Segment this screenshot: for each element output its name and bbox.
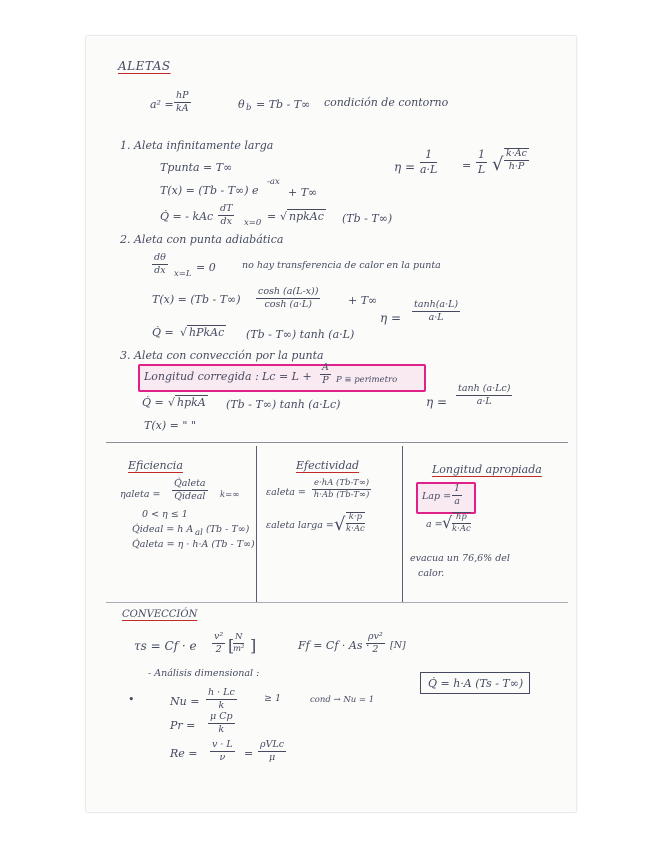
s2-temperature-profile: T(x) = (Tb - T∞) bbox=[152, 293, 241, 306]
lap-note-1: evacua un 76,6% del bbox=[410, 553, 510, 564]
reynolds-lhs: Re = bbox=[170, 747, 198, 760]
lap-note-2: calor. bbox=[418, 568, 445, 579]
s2-heat-rate: Q̇ = bbox=[152, 326, 174, 339]
page-title: ALETAS bbox=[118, 59, 171, 73]
eps-fraction: $\frac{e\cdot hA (Tb-T\infty)}{h\cdot Ab (Tb-T\infty)}$ bbox=[313, 478, 370, 500]
eps-long-lhs: εaleta larga = bbox=[266, 520, 334, 531]
s3-perimeter-note: P ≡ perimetro bbox=[336, 375, 398, 385]
a-sqrt-symbol: √ bbox=[442, 513, 453, 532]
tau-fraction: $\frac{\text{v²}}{2}$ bbox=[214, 631, 224, 655]
s1-eq: = bbox=[267, 210, 277, 223]
section-3-heading: 3. Aleta con convección por la punta bbox=[120, 349, 324, 362]
table-divider-1 bbox=[256, 446, 257, 602]
nusselt-lhs: Nu = bbox=[170, 695, 200, 708]
a2-label: a² = bbox=[150, 98, 174, 111]
s3-efficiency: η = bbox=[426, 395, 448, 409]
col-eficiencia-heading: Eficiencia bbox=[128, 459, 183, 472]
s1-tx-end: + T∞ bbox=[288, 186, 318, 199]
s3-sqrt: √ hpkA bbox=[168, 396, 206, 409]
reynolds-fraction-2: ρVLc μ bbox=[260, 739, 285, 763]
theta-symbol: θ bbox=[238, 98, 245, 111]
section-1-heading: 1. Aleta infinitamente larga bbox=[120, 139, 274, 152]
tau-unit: $\frac{N}{\text{m²}}$ bbox=[233, 632, 245, 654]
a-lhs: a = bbox=[426, 519, 443, 530]
s1-sqrt: √ npkAc bbox=[280, 210, 324, 223]
lap-fraction: $\frac{1}{a}$ bbox=[454, 483, 461, 507]
s1-heat-rate: Q̇ = - kAc bbox=[160, 210, 214, 223]
s2-bc-eq: = 0 bbox=[196, 261, 216, 274]
bullet: • bbox=[128, 693, 135, 706]
q-aleta: Q̇aleta = η · h·A (Tb - T∞) bbox=[132, 539, 255, 550]
ff-unit: [N] bbox=[390, 640, 406, 651]
col-longitud-heading: Longitud apropiada bbox=[432, 463, 542, 476]
ff-fraction: $\frac{\text{ρv²}}{2}$ bbox=[368, 631, 383, 655]
nusselt-fraction: $\frac{h \cdot Lc}{k}$ bbox=[208, 687, 235, 711]
nusselt-condition-2: cond → Nu = 1 bbox=[310, 695, 375, 705]
q-ideal-end: (Tb - T∞) bbox=[206, 524, 250, 535]
s3-q-end: (Tb - T∞) tanh (a·Lc) bbox=[226, 398, 341, 411]
s1-eval-point: x=0 bbox=[244, 218, 262, 228]
col-efectividad-heading: Efectividad bbox=[296, 459, 360, 472]
dimensional-analysis: - Análisis dimensional : bbox=[148, 668, 260, 679]
s3-lc-fraction: $\frac{A}{P}$ bbox=[322, 362, 329, 386]
heat-transfer-equation: Q̇ = h·A (Ts - T∞) bbox=[428, 677, 524, 690]
s3-lc-label: Longitud corregida : bbox=[144, 370, 259, 383]
a2-fraction: $\frac{hP}{kA}$ bbox=[175, 90, 189, 114]
eps-lhs: εaleta = bbox=[266, 487, 306, 498]
prandtl-fraction: $\frac{\text{μ Cp}}{k}$ bbox=[210, 711, 233, 735]
conveccion-heading: CONVECCIÓN bbox=[122, 609, 198, 620]
s1-q-end: (Tb - T∞) bbox=[342, 212, 393, 225]
a-sqrt-fraction: $\frac{hp}{k\cdot Ac}$ bbox=[452, 512, 471, 534]
reynolds-eq: = bbox=[244, 747, 254, 760]
theta-subscript: b bbox=[246, 103, 252, 113]
s1-eta-fraction: $\frac{1}{a\cdot L}$ bbox=[420, 148, 438, 176]
s1-sqrt-fraction: $\frac{k\cdot Ac}{h\cdot P}$ bbox=[506, 148, 527, 172]
table-top-divider bbox=[106, 442, 568, 443]
s2-cosh-fraction: $\frac{\cosh (a(L-x))}{\cosh (a\cdot L)}$ bbox=[258, 286, 319, 310]
s2-q-end: (Tb - T∞) tanh (a·L) bbox=[246, 328, 355, 341]
s3-heat-rate: Q̇ = bbox=[142, 396, 164, 409]
eff-range: 0 < η ≤ 1 bbox=[142, 509, 188, 520]
shear-stress: τs = Cf · e bbox=[134, 639, 197, 653]
s1-derivative: $\frac{dT}{dx}$ bbox=[220, 203, 233, 227]
s3-temperature: T(x) = " " bbox=[144, 419, 196, 432]
s1-temperature-profile: T(x) = (Tb - T∞) e bbox=[160, 184, 259, 197]
s1-eta2-fraction: $\frac{1}{L}$ bbox=[477, 148, 486, 176]
s2-sqrt: √ hPkAc bbox=[180, 326, 225, 339]
boundary-condition-label: condición de contorno bbox=[324, 96, 449, 109]
s1-sqrt-symbol: √ bbox=[492, 154, 504, 175]
prandtl-lhs: Pr = bbox=[170, 719, 196, 732]
s1-exponent: -ax bbox=[267, 177, 280, 187]
notebook-page bbox=[86, 36, 576, 812]
q-ideal: Q̇ideal = h A bbox=[132, 524, 194, 535]
s2-bc-note: no hay transferencia de calor en la punta bbox=[242, 260, 441, 271]
s2-bc-derivative: $\frac{d\theta}{dx}$ bbox=[154, 252, 166, 276]
eps-long-fraction: $\frac{k\cdot p}{k\cdot Ac}$ bbox=[346, 512, 365, 534]
tau-bracket-close: ] bbox=[250, 636, 257, 655]
s1-tpunta: Tpunta = T∞ bbox=[160, 161, 233, 174]
s2-eta-fraction: $\frac{\tanh(a\cdot L)}{a\cdot L}$ bbox=[414, 299, 459, 323]
q-ideal-subscript: al bbox=[195, 528, 203, 538]
s1-eta2-eq: = bbox=[462, 159, 472, 172]
s2-tx-end: + T∞ bbox=[348, 294, 378, 307]
theta-equation: = Tb - T∞ bbox=[256, 98, 311, 111]
tau-bracket-open: [ bbox=[228, 636, 235, 655]
eff-fraction: Q̇aleta Q̇ideal bbox=[174, 478, 206, 502]
lap-lhs: Lap = bbox=[422, 491, 452, 502]
section-2-heading: 2. Aleta con punta adiabática bbox=[120, 233, 284, 246]
eff-subscript: k=∞ bbox=[220, 490, 240, 500]
eps-sqrt-symbol: √ bbox=[334, 514, 346, 535]
reynolds-fraction: $\frac{v \cdot L}{\nu}$ bbox=[212, 739, 233, 763]
s2-efficiency: η = bbox=[380, 311, 402, 325]
friction-force: Ff = Cf · As · bbox=[298, 639, 370, 652]
s3-eta-fraction: $\frac{\tanh (a\cdot Lc)}{a\cdot L}$ bbox=[458, 383, 511, 407]
s1-efficiency: η = bbox=[394, 160, 416, 174]
nusselt-condition: ≥ 1 bbox=[264, 693, 282, 704]
s3-lc-eq: Lc = L + bbox=[262, 370, 312, 383]
table-bottom-divider bbox=[106, 602, 568, 603]
eff-lhs: ηaleta = bbox=[120, 489, 161, 500]
s2-bc-eval: x=L bbox=[174, 269, 192, 279]
table-divider-2 bbox=[402, 446, 403, 602]
